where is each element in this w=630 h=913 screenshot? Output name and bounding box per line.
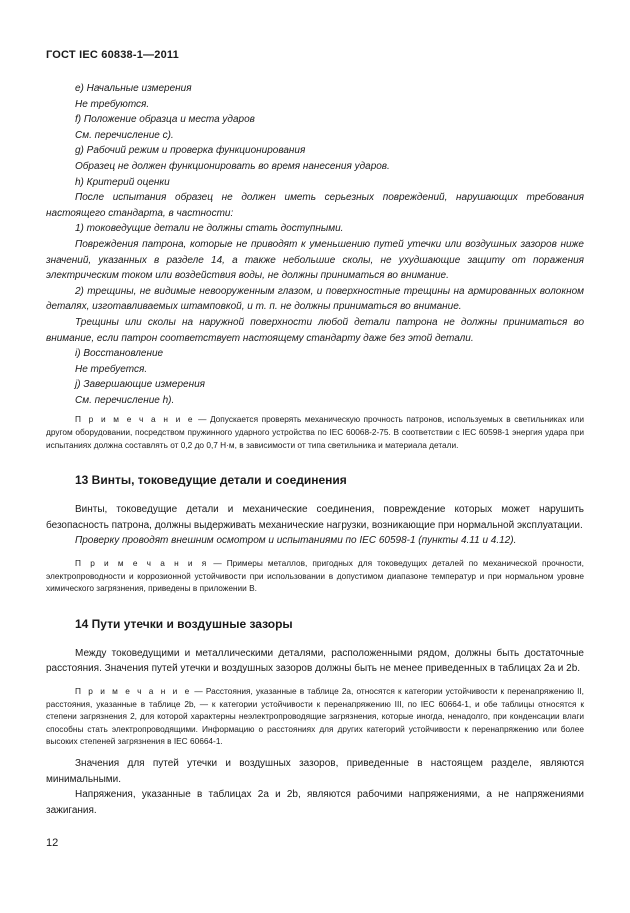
item-g-text: Образец не должен функционировать во время нанесения ударов. bbox=[75, 160, 390, 172]
section-14-para-3: Напряжения, указанные в таблицах 2а и 2b, являются рабочими напряжениями, а не напряжениями зажигания. bbox=[46, 789, 584, 816]
item-h-2: 2) трещины, не видимые невооруженным глазом, и поверхностные трещины на армированных волокном деталях, изготавливаемых штамповкой, и т. п. не должны приниматься во внимание. bbox=[46, 285, 584, 313]
item-i-text: Не требуется. bbox=[75, 363, 148, 375]
item-j-title: j) Завершающие измерения bbox=[75, 379, 205, 391]
section-13-para: Винты, токоведущие детали и механические соединения, повреждение которых может нарушить безопасность патрона, должны выдерживать механические нагрузки, возникающие при нормальной эксплуатации. bbox=[46, 504, 584, 531]
note-text: — Примеры металлов, пригодных для токоведущих деталей по механической прочности, электропроводности и коррозионной устойчивости при использовании в допустимом диапазоне температур и при нормальном уровне химического загрязнения, приведены в приложении В. bbox=[46, 558, 584, 594]
item-f-title: f) Положение образца и места ударов bbox=[75, 114, 255, 126]
section-13-heading: 13 Винты, токоведущие детали и соединения bbox=[75, 473, 347, 488]
item-h-1-text: Повреждения патрона, которые не приводят к уменьшению путей утечки или воздушных зазоров ниже значений, указанных в разделе 14, а также небольшие сколы, не ухудшающие защиту от поражения электрическим током или воздействия воды, не должны приниматься во внимание. bbox=[46, 238, 584, 282]
note-text: — Допускается проверять механическую прочность патронов, используемых в светильниках или другом оборудовании, посредством пружинного ударного устройства по IEC 60068-2-75. В соответствии с IEC 60598-1 энергия удара при испытаниях должна составлять от 0,2 до 0,7 Н·м, в зависимости от типа светильника и материала детали. bbox=[46, 414, 584, 450]
section-14-para-1: Между токоведущими и металлическими деталями, расположенными рядом, должны быть достаточные расстояния. Значения путей утечки и воздушных зазоров должны быть не менее приведенных в таблицах 2а и 2b. bbox=[46, 647, 584, 675]
item-e-text: Не требуются. bbox=[75, 98, 150, 110]
item-h-1: 1) токоведущие детали не должны стать доступными. bbox=[75, 223, 344, 235]
section-14-heading: 14 Пути утечки и воздушные зазоры bbox=[75, 616, 293, 631]
item-e-title: e) Начальные измерения bbox=[75, 83, 192, 94]
section-13-check: Проверку проводят внешним осмотром и испытаниями по IEC 60598-1 (пункты 4.11 и 4.12). bbox=[75, 535, 517, 547]
item-g-title: g) Рабочий режим и проверка функционирования bbox=[75, 145, 306, 157]
item-h-2-text: Трещины или сколы на наружной поверхности любой детали патрона не должны приниматься во внимание, если патрон соответствует настоящему стандарту даже без этой детали. bbox=[46, 316, 584, 344]
item-h-text: После испытания образец не должен иметь серьезных повреждений, нарушающих требования настоящего стандарта, в частности: bbox=[46, 192, 584, 219]
section-14-note bbox=[46, 685, 584, 748]
note-impact bbox=[46, 413, 584, 451]
document-body bbox=[46, 81, 584, 818]
note-label: П р и м е ч а н и е bbox=[75, 414, 195, 425]
document-header: ГОСТ IEC 60838-1—2011 bbox=[46, 49, 179, 61]
section-14-para-2: Значения для путей утечки и воздушных зазоров, приведенные в настоящем разделе, являются минимальными. bbox=[46, 757, 584, 785]
note-text: — Расстояния, указанные в таблице 2а, относятся к категории устойчивости к перенапряжению II, расстояния, указанные в таблице 2b, — к категории устойчивости к перенапряжению III, по IEC 60664-1, и обе таблицы относятся к степени загрязнения 2, для которой характерны неэлектропроводящие загрязнения, которые иногда, ненадолго, при конденсации влаги способны стать электропроводящими. Информацию о расстояниях для других категорий устойчивости к перенапряжению или более высоких степеней загрязнения в IEC 60664-1. bbox=[46, 686, 584, 747]
page-number: 12 bbox=[46, 837, 59, 849]
note-label: П р и м е ч а н и е bbox=[75, 686, 192, 696]
section-13-note bbox=[46, 557, 584, 595]
item-h-title: h) Критерий оценки bbox=[75, 176, 170, 188]
note-label: П р и м е ч а н и я bbox=[75, 558, 209, 569]
item-f-text: См. перечисление с). bbox=[75, 129, 174, 141]
item-j-text: См. перечисление h). bbox=[75, 394, 175, 406]
item-i-title: i) Восстановление bbox=[75, 348, 164, 360]
